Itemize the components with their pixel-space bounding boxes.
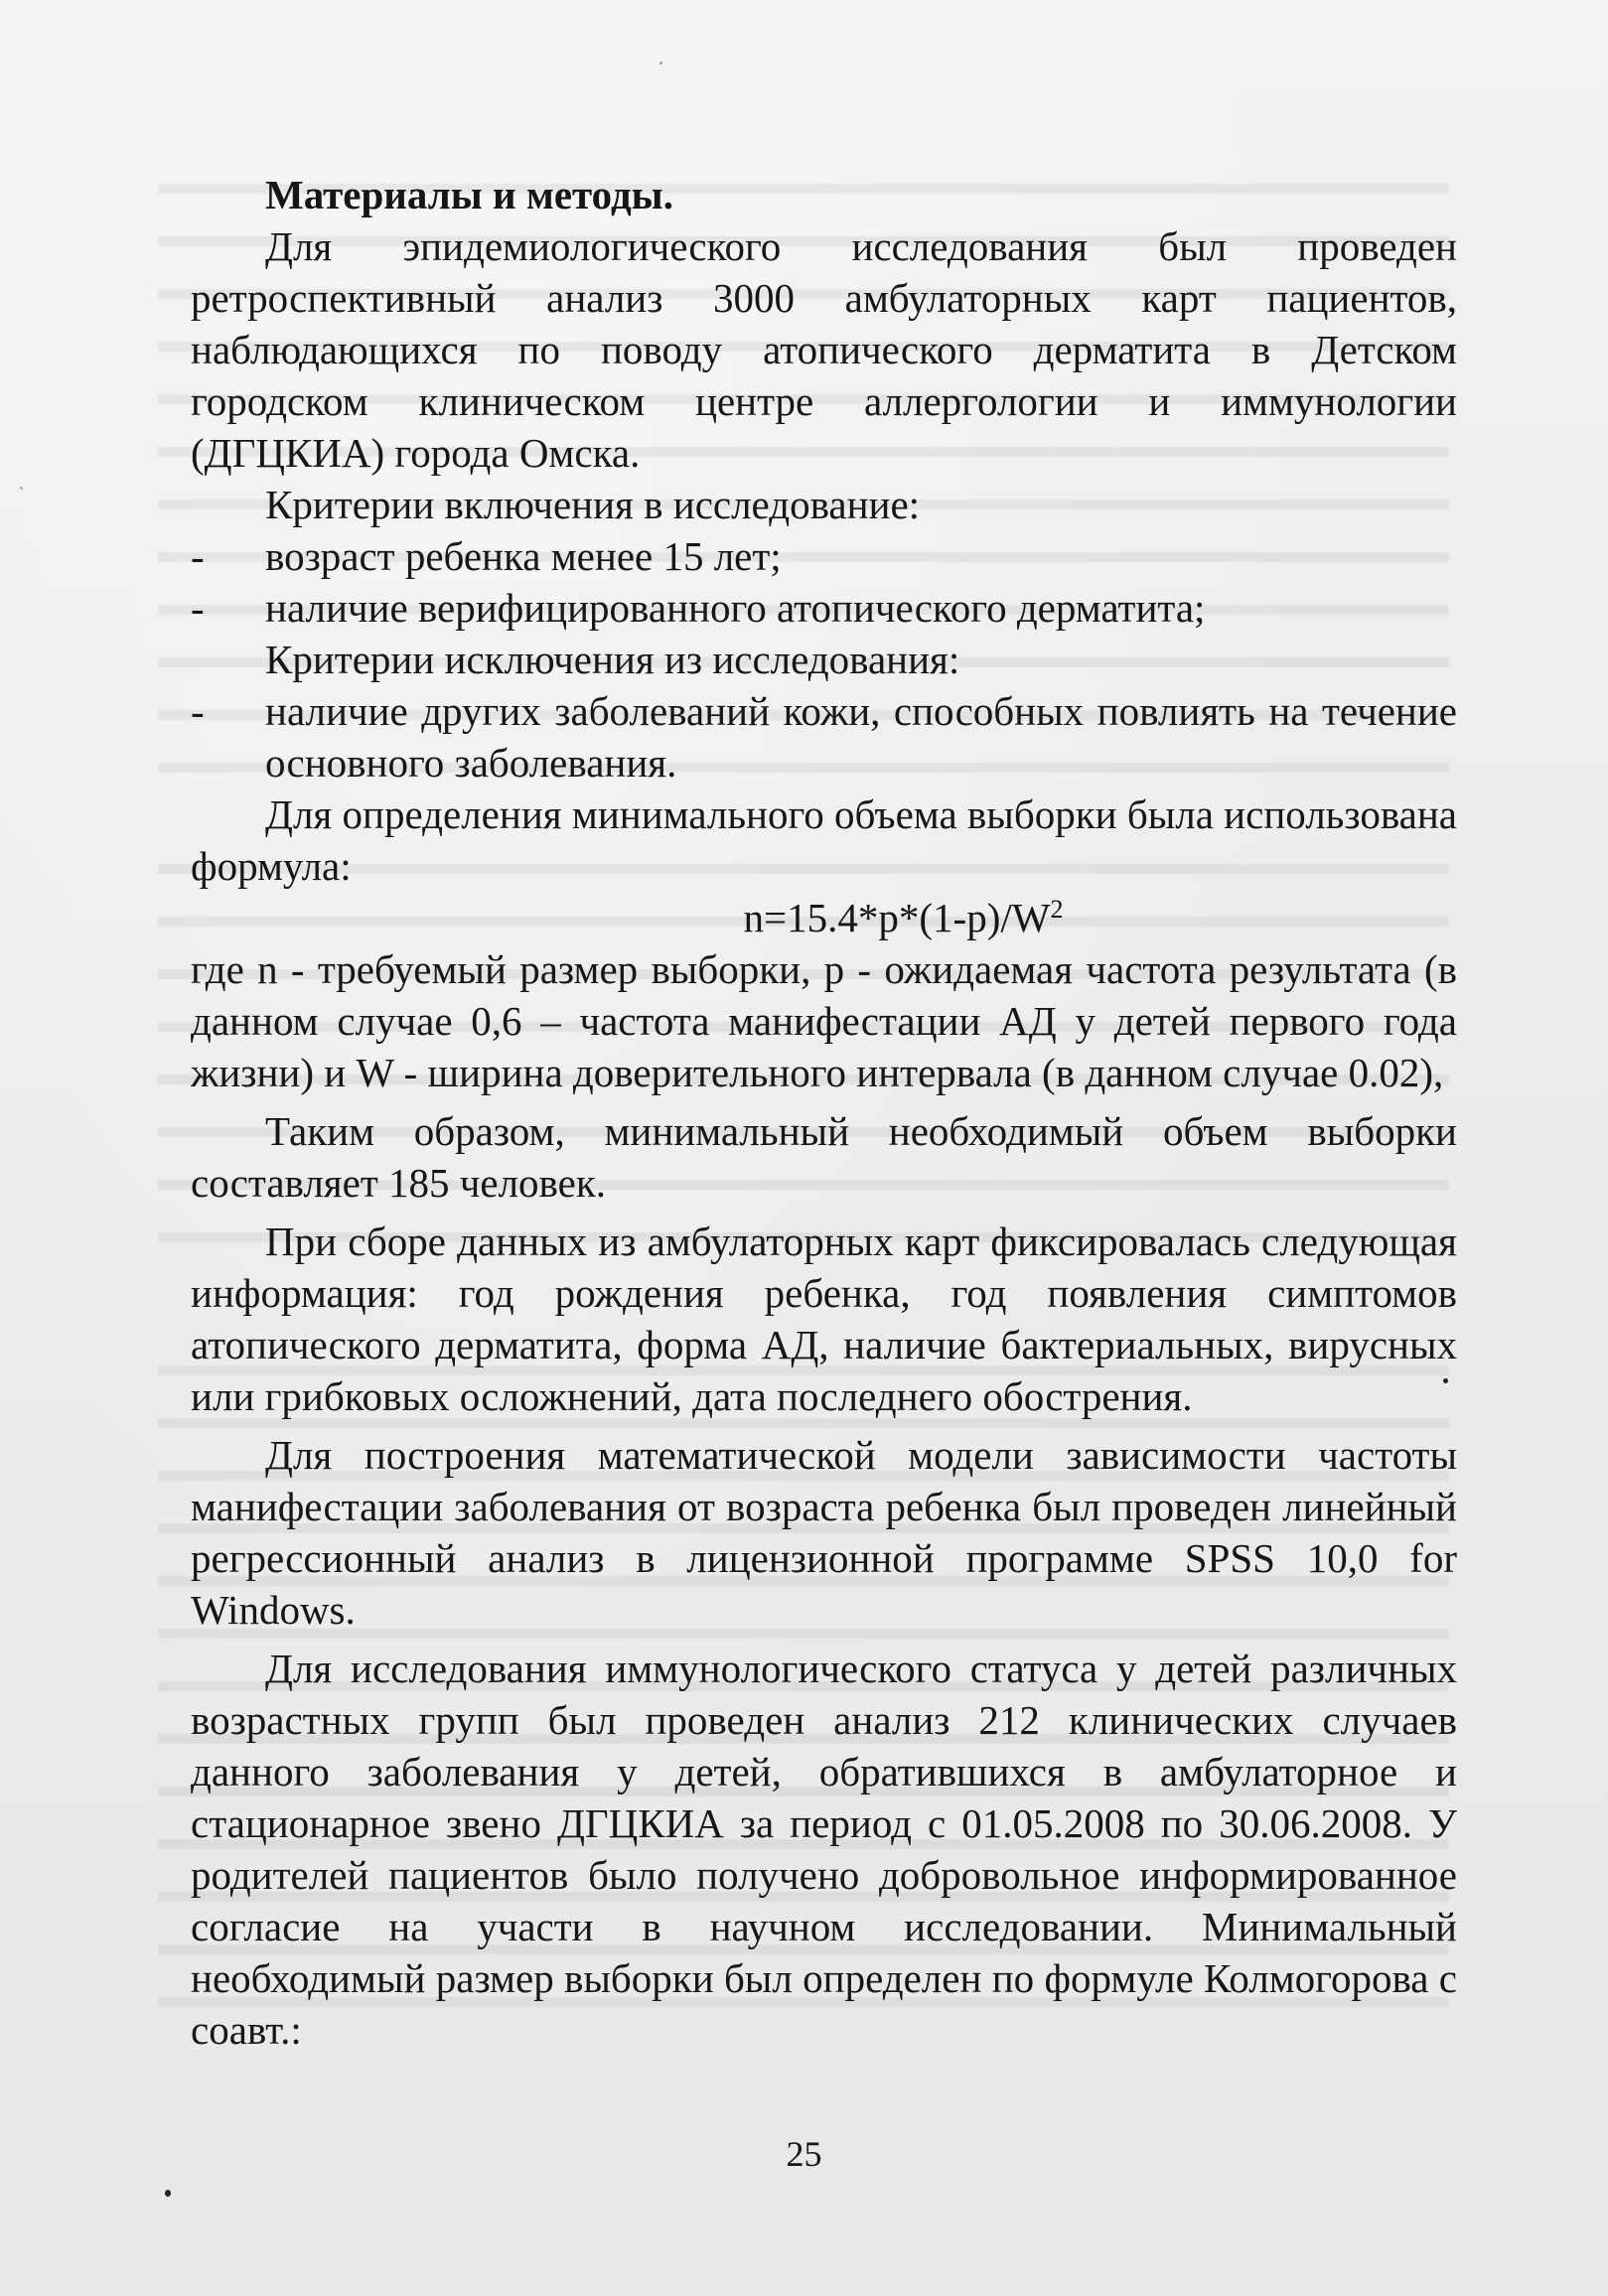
list-marker: - <box>191 688 205 734</box>
scan-speck <box>659 62 662 65</box>
list-item <box>191 685 1457 789</box>
scan-speck <box>1443 1378 1448 1383</box>
list-item <box>191 582 1457 634</box>
formula-text: n=15.4*p*(1-p)/W <box>743 895 1051 940</box>
list-item <box>191 530 1457 582</box>
paragraph: где n - требуемый размер выборки, p - ожидаемая частота результата (в данном случае 0,6 – частота манифестации АД у детей первого года жизни) и W - ширина доверительного интервала (в данном случае 0.02), <box>191 946 1457 1095</box>
paragraph: Для исследования иммунологического статуса у детей различных возрастных групп был проведен анализ 212 клинических случаев данного заболевания у детей, обратившихся в амбулаторное и стационарное звено ДГЦКИА за период с 01.05.2008 по 30.06.2008. У родителей пациентов было получено добровольное информированное согласие на участи в научном исследовании. Минимальный необходимый размер выборки был определен по формуле Колмогорова с соавт.: <box>191 1646 1457 2053</box>
paragraph: Для построения математической модели зависимости частоты манифестации заболевания от возраста ребенка был проведен линейный регрессионный анализ в лицензионной программе SPSS 10,0 for Windows. <box>191 1432 1457 1633</box>
paragraph: Для эпидемиологического исследования был проведен ретроспективный анализ 3000 амбулаторных карт пациентов, наблюдающихся по поводу атопического дерматита в Детском городском клиническом центре аллергологии и иммунологии (ДГЦКИА) города Омска. <box>191 223 1457 476</box>
list-marker: - <box>191 585 205 631</box>
list-item-text: наличие верифицированного атопического дерматита; <box>265 585 1206 631</box>
paragraph: Критерии исключения из исследования: <box>265 637 960 682</box>
list-item-text: возраст ребенка менее 15 лет; <box>265 533 782 579</box>
page-number: 25 <box>786 2134 822 2174</box>
body-text <box>191 169 1457 2056</box>
paragraph: При сборе данных из амбулаторных карт фиксировалась следующая информация: год рождения ребенка, год появления симптомов атопического дерматита, форма АД, наличие бактериальных, вирусных или грибковых осложнений, дата последнего обострения. <box>191 1219 1457 1419</box>
paragraph: Критерии включения в исследование: <box>265 482 921 527</box>
scan-speck <box>20 487 23 490</box>
paragraph: Таким образом, минимальный необходимый объем выборки составляет 185 человек. <box>191 1108 1457 1206</box>
scan-speck <box>165 2190 171 2197</box>
list-marker: - <box>191 533 205 579</box>
section-heading: Материалы и методы. <box>265 172 673 217</box>
list-item-text: наличие других заболеваний кожи, способных повлиять на течение основного заболевания. <box>265 688 1457 786</box>
formula <box>191 892 1457 943</box>
formula-exponent: 2 <box>1050 895 1064 924</box>
paragraph: Для определения минимального объема выборки была использована формула: <box>191 791 1457 889</box>
paragraph-list <box>191 220 1457 2056</box>
